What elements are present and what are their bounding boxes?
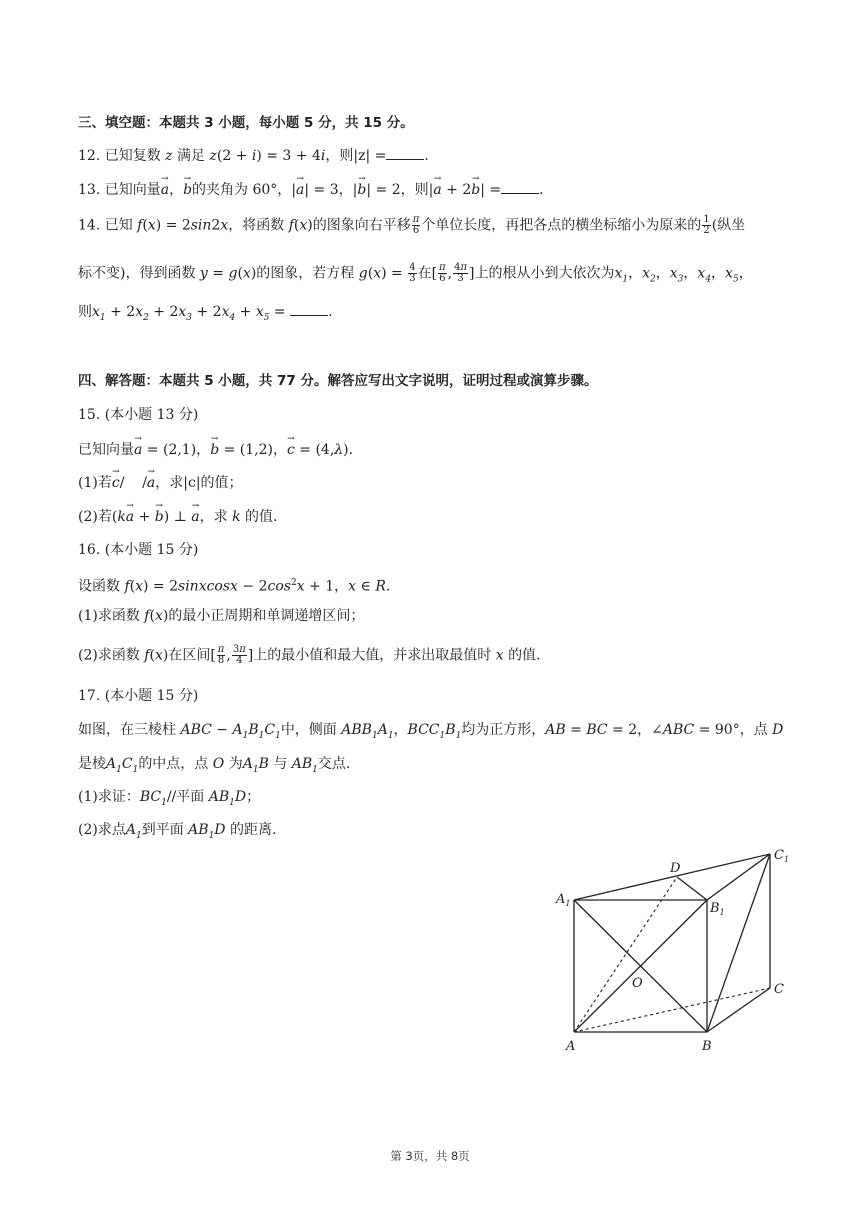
label-a1: $A_1$: [556, 892, 571, 908]
segment-db1: [677, 877, 707, 900]
question-16-part2: (2)求函数 f(x)在区间[ $\frac{\pi}{8}$ , $\frac{3\pi}{4}$ ]上的最小值和最大值，并求出取最值时 x 的值.: [78, 644, 541, 666]
label-c: C: [774, 982, 784, 997]
question-16-part1: (1)求函数 f(x)的最小正周期和单调递增区间；: [78, 608, 365, 624]
question-16-label: 16. (本小题 15 分): [78, 542, 199, 558]
label-b: B: [702, 1039, 712, 1054]
section4-title: 四、解答题：本题共 5 小题，共 77 分。解答应写出文字说明，证明过程或演算步骤。: [78, 373, 598, 389]
hidden-edge-ac: [574, 988, 770, 1032]
question-14-line3: 则$x_1 + 2x_2 + 2x_3 + 2x_4 + x_5$ = .: [78, 304, 333, 323]
question-15-label: 15. (本小题 13 分): [78, 407, 199, 423]
page-footer: 第 3页，共 8页: [390, 1149, 470, 1163]
question-17-part1: (1)求证：$BC_1//$平面 $AB_1D$；: [78, 789, 261, 808]
question-15-part1: (1)若→ c/ /→ a，求|c|的值；: [78, 473, 243, 493]
label-a: A: [566, 1039, 576, 1054]
question-15-given: 已知向量→ a = (2,1)，→ b = (1,2)，→ c = (4,λ).: [78, 440, 353, 460]
question-17-line2: 是棱$A_1C_1$的中点，点 O 为$A_1B$ 与 $AB_1$交点.: [78, 756, 351, 775]
question-17-label: 17. (本小题 15 分): [78, 688, 199, 704]
question-17-line1: 如图，在三棱柱 ABC − $A_1B_1C_1$中，侧面 $ABB_1A_1$，$BCC_1B_1$均为正方形，AB = BC = 2，∠ABC = 90°，点 D: [78, 722, 784, 741]
question-13: 13. 已知向量→ a，→ b的夹角为 60°，|→ a| = 3，|→ b| = 2，则|→ a + 2→ b| = .: [78, 180, 544, 200]
prism-figure: [552, 842, 802, 1057]
label-d: D: [670, 861, 681, 876]
label-o: O: [632, 976, 643, 991]
question-17-part2: (2)求点$A_1$到平面 $AB_1D$ 的距离.: [78, 822, 277, 841]
question-15-part2: (2)若(k→ a + → b) ⊥ → a，求 k 的值.: [78, 507, 278, 527]
question-12: 12. 已知复数 z 满足 z(2 + i) = 3 + 4i，则|z| = .: [78, 148, 429, 164]
question-14-line2: 标不变)，得到函数 y = g(x)的图象，若方程 g(x) = $\frac{4}{3}$ 在[ $\frac{\pi}{6}$ , $\frac{4\pi}{3}$ ]上的根从小到大依次为$x_1$，$x_2$，$x_3$，$x_4$，$x_5$，: [78, 262, 753, 285]
question-16-given: 设函数 f(x) = 2sinxcosx − $2\cos^2x + 1$，x ∈ R.: [78, 578, 391, 595]
question-14-line1: 14. 已知 f(x) = 2sin2x，将函数 f(x)的图象向右平移 $\frac{\pi}{6}$ 个单位长度，再把各点的横坐标缩小为原来的 $\frac{1}{2}$ (纵坐: [78, 214, 746, 236]
label-c1: $C_1$: [774, 848, 790, 864]
label-b1: $B_1$: [710, 901, 725, 917]
segment-bc1: [707, 854, 770, 1032]
section3-title: 三、填空题：本题共 3 小题，每小题 5 分，共 15 分。: [78, 115, 414, 131]
